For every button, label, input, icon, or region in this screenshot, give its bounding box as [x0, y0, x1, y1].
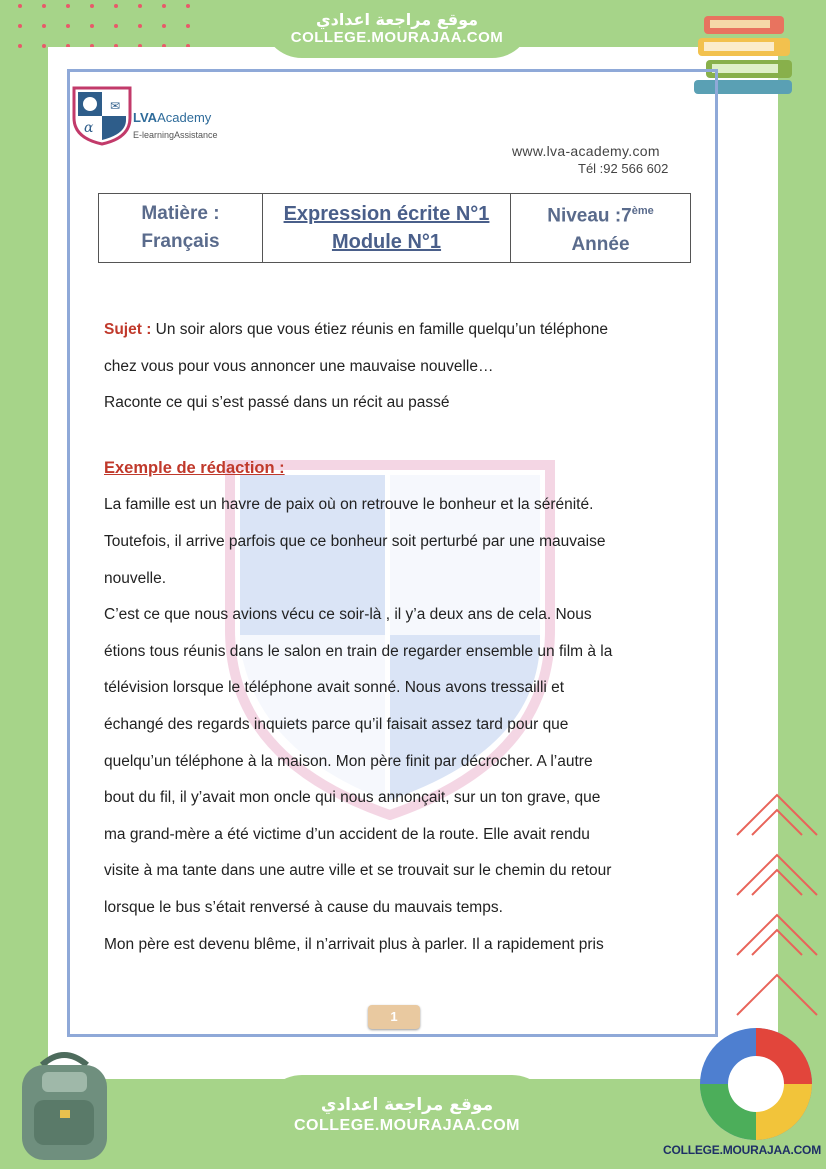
exemple-line: visite à ma tante dans une autre ville et se trouvait sur le chemin du retour: [104, 862, 612, 880]
website-link[interactable]: www.lva-academy.com: [512, 143, 660, 159]
exemple-heading: Exemple de rédaction :: [104, 458, 285, 477]
subject-cell: [99, 194, 263, 263]
title-line2: Module N°1: [331, 231, 442, 253]
page-number: 1: [368, 1005, 420, 1029]
header-table: [98, 193, 691, 263]
exemple-line: étions tous réunis dans le salon en train de regarder ensemble un film à la: [104, 642, 613, 660]
exemple-line: télévision lorsque le téléphone avait sonné. Nous avons tressailli et: [104, 679, 565, 697]
education-wheel-icon: [694, 1025, 818, 1143]
sujet-label: Sujet :: [104, 321, 152, 338]
top-banner-arabic: موقع مراجعة اعدادي: [315, 10, 479, 29]
level-label: Niveau :7ème: [547, 205, 654, 227]
body-text: [104, 312, 689, 963]
exemple-line: ma grand-mère a été victime d’un accident de la route. Elle avait rendu: [104, 825, 590, 843]
logo-tagline: E-learningAssistance: [133, 130, 218, 140]
exemple-line: bout du fil, il y’avait mon oncle qui nous annonçait, sur un ton grave, que: [104, 789, 601, 807]
top-banner-site[interactable]: COLLEGE.MOURAJAA.COM: [290, 29, 504, 46]
exemple-line: Toutefois, il arrive parfois que ce bonheur soit perturbé par une mauvaise: [104, 532, 606, 550]
subject-value: Français: [141, 231, 220, 252]
title-line1: Expression écrite N°1: [283, 203, 490, 225]
sujet-line2: chez vous pour vous annoncer une mauvaise nouvelle…: [104, 357, 494, 375]
exemple-line: échangé des regards inquiets parce qu’il faisait assez tard pour que: [104, 715, 569, 733]
sujet-line3: Raconte ce qui s’est passé dans un récit au passé: [104, 394, 450, 412]
brand-footer[interactable]: COLLEGE.MOURAJAA.COM: [662, 1143, 821, 1157]
bottom-banner-site[interactable]: COLLEGE.MOURAJAA.COM: [294, 1117, 520, 1134]
subject-label: Matière :: [141, 203, 220, 224]
svg-text:✉: ✉: [110, 99, 121, 113]
svg-text:α: α: [84, 120, 94, 136]
phone-number: Tél :92 566 602: [578, 161, 669, 176]
exemple-line: quelqu’un téléphone à la maison. Mon père finit par décrocher. A l’autre: [104, 752, 593, 770]
bottom-banner[interactable]: [262, 1075, 552, 1169]
logo-name: LVAAcademy: [133, 110, 212, 125]
chevron-up-icon: [732, 790, 822, 1030]
exemple-line: C’est ce que nous avions vécu ce soir-là , il y’a deux ans de cela. Nous: [104, 606, 592, 624]
level-value: Année: [571, 233, 630, 255]
sujet-line1: Sujet : Un soir alors que vous étiez réunis en famille quelqu’un téléphone: [104, 321, 609, 338]
exemple-line: La famille est un havre de paix où on retrouve le bonheur et la sérénité.: [104, 496, 594, 514]
exemple-line: Mon père est devenu blême, il n’arrivait plus à parler. Il a rapidement pris: [104, 935, 604, 953]
backpack-icon: [12, 1050, 117, 1165]
title-cell: [263, 194, 511, 263]
exemple-line: nouvelle.: [104, 569, 167, 587]
level-cell: [511, 194, 691, 263]
top-banner[interactable]: [262, 0, 532, 58]
exemple-line: lorsque le bus s’était renversé à cause du mauvais temps.: [104, 898, 503, 916]
level-sup: ème: [631, 205, 654, 218]
bottom-banner-arabic: موقع مراجعة اعدادي: [320, 1095, 494, 1115]
